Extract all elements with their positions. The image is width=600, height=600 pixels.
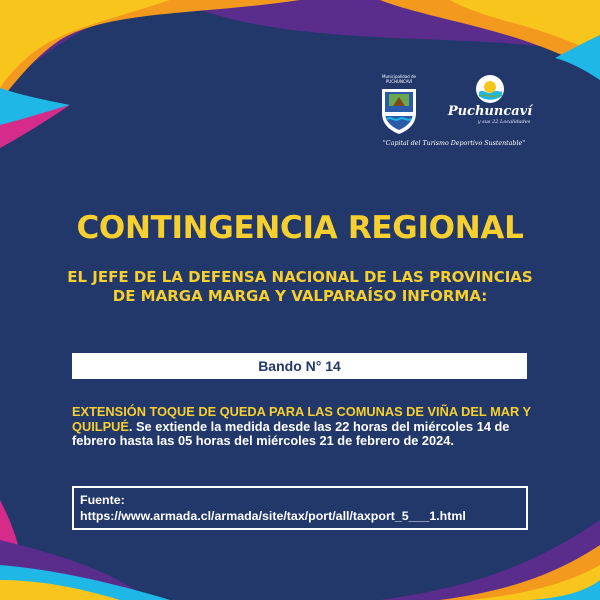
sun-wave-emblem-icon bbox=[475, 74, 505, 104]
coat-of-arms-icon bbox=[379, 85, 419, 135]
bando-box bbox=[72, 353, 527, 379]
source-box bbox=[72, 486, 528, 530]
brand-name: Puchuncaví bbox=[447, 104, 533, 119]
brand-subtitle: y sus 22 Localidades bbox=[477, 119, 531, 125]
notice-highlight: EXTENSIÓN TOQUE DE QUEDA PARA LAS COMUNAS DE VIÑA DEL MAR Y QUILPUÉ bbox=[72, 404, 531, 434]
headline: CONTINGENCIA REGIONAL bbox=[76, 210, 524, 246]
municipality-logo bbox=[374, 74, 424, 138]
municipality-name: PUCHUNCAVÍ bbox=[385, 79, 413, 84]
source-url[interactable]: https://www.armada.cl/armada/site/tax/port/all/taxport_5___1.html bbox=[80, 509, 466, 523]
municipality-caption: Municipalidad de bbox=[382, 74, 416, 79]
subheadline: EL JEFE DE LA DEFENSA NACIONAL DE LAS PROVINCIAS DE MARGA MARGA Y VALPARAÍSO INFORMA: bbox=[67, 268, 533, 305]
source-label: Fuente: bbox=[80, 493, 125, 507]
puchuncavi-brand-logo bbox=[440, 74, 540, 136]
tagline: "Capital del Turismo Deportivo Sustentable" bbox=[382, 140, 526, 147]
bando-label: Bando N° 14 bbox=[258, 358, 341, 374]
notice-text bbox=[72, 405, 534, 449]
notice-body: . Se extiende la medida desde las 22 horas del miércoles 14 de febrero hasta las 05 horas del miércoles 21 de febrero de 2024. bbox=[72, 418, 510, 448]
logos-area bbox=[368, 72, 540, 154]
